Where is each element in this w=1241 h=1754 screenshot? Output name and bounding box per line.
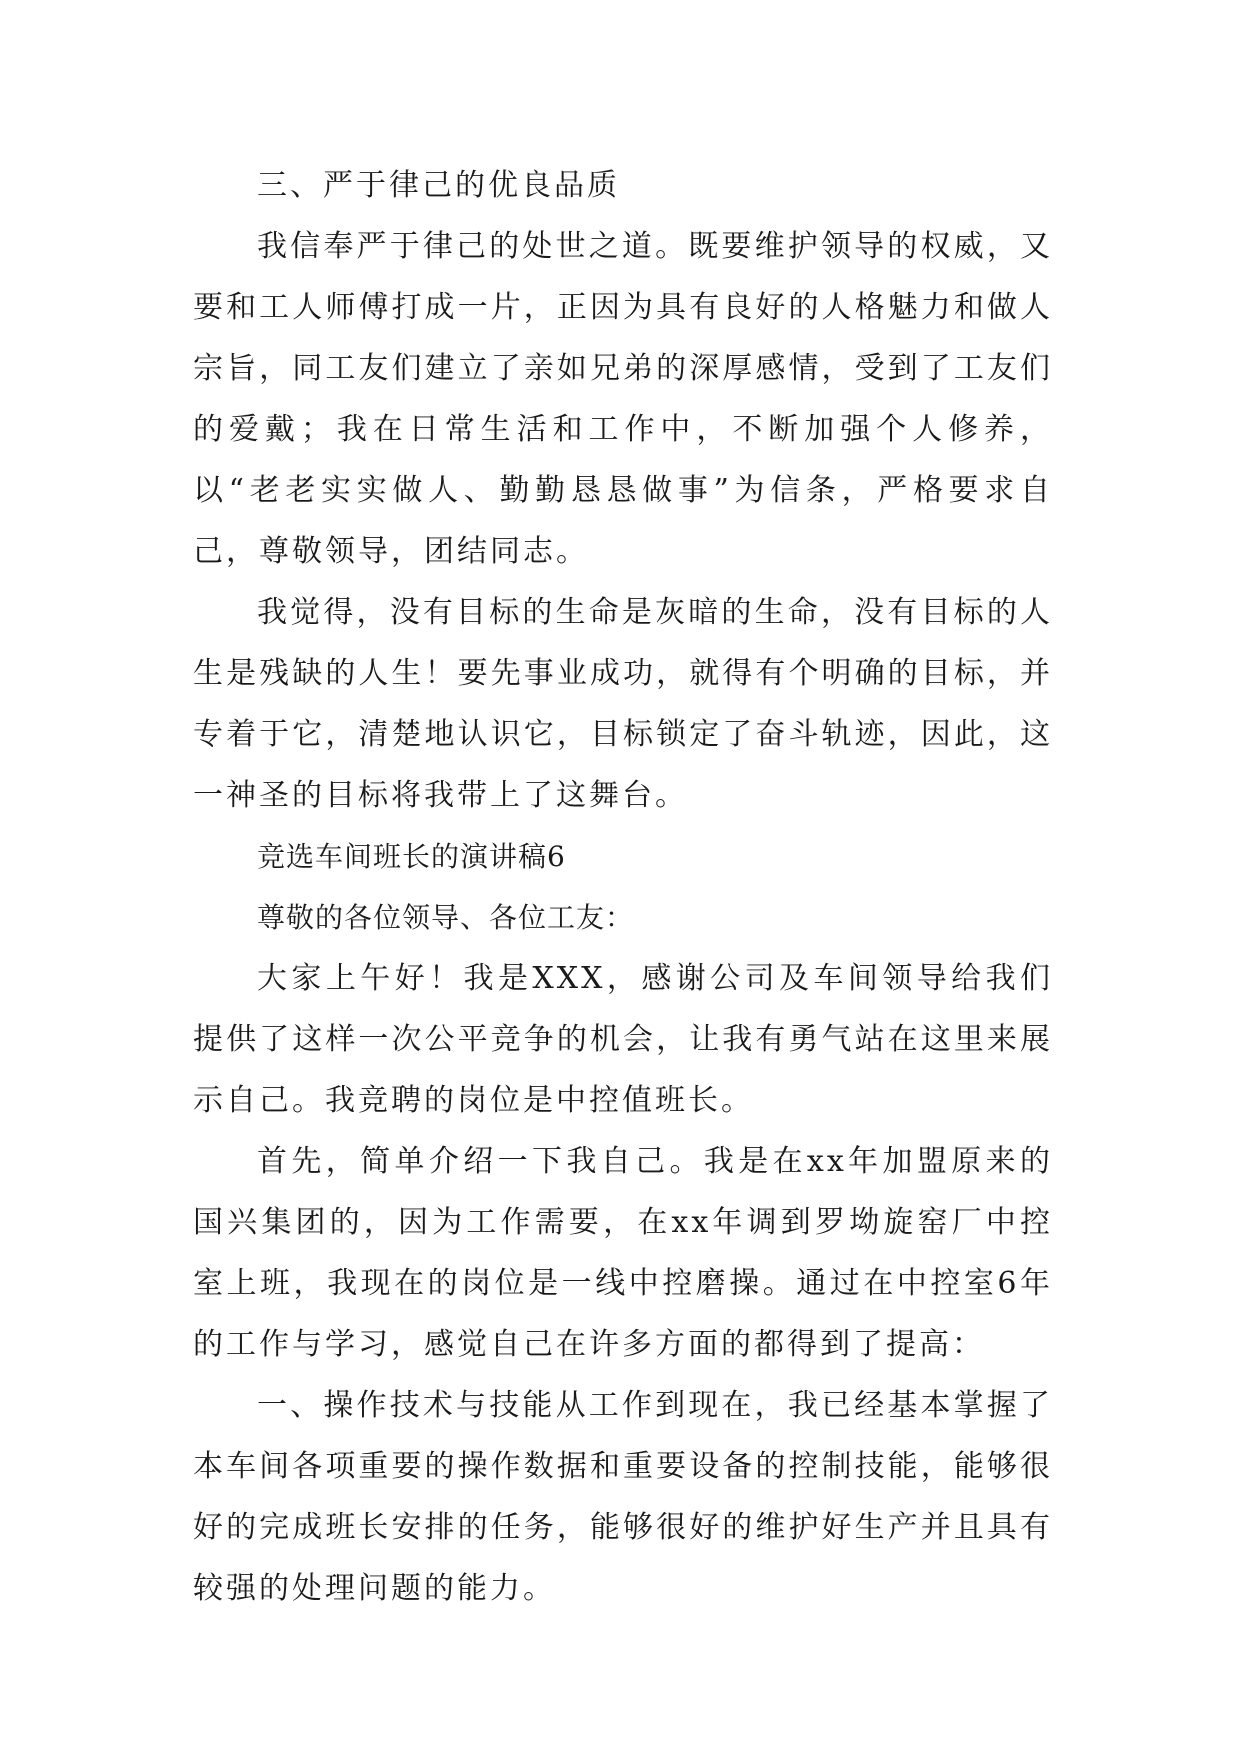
paragraph: 大家上午好！我是XXX，感谢公司及车间领导给我们提供了这样一次公平竞争的机会，让我有勇气站在这里来展示自己。我竞聘的岗位是中控值班长。 — [193, 961, 1053, 1118]
document-body — [193, 155, 1053, 1619]
salutation: 尊敬的各位领导、各位工友： — [257, 901, 635, 934]
paragraph: 首先，简单介绍一下我自己。我是在xx年加盟原来的国兴集团的，因为工作需要，在xx年调到罗坳旋窑厂中控室上班，我现在的岗位是一线中控磨操。通过在中控室6年的工作与学习，感觉自己在许多方面的都得到了提高： — [193, 1144, 1053, 1362]
paragraph: 一、操作技术与技能从工作到现在，我已经基本掌握了本车间各项重要的操作数据和重要设备的控制技能，能够很好的完成班长安排的任务，能够很好的维护好生产并且具有较强的处理问题的能力。 — [193, 1388, 1053, 1606]
paragraph: 我信奉严于律己的处世之道。既要维护领导的权威，又要和工人师傅打成一片，正因为具有良好的人格魅力和做人宗旨，同工友们建立了亲如兄弟的深厚感情，受到了工友们的爱戴；我在日常生活和工作中，不断加强个人修养，以“老老实实做人、勤勤恳恳做事”为信条，严格要求自己，尊敬领导，团结同志。 — [193, 229, 1053, 569]
section-heading: 三、严于律己的优良品质 — [257, 168, 620, 203]
paragraph: 我觉得，没有目标的生命是灰暗的生命，没有目标的人生是残缺的人生！要先事业成功，就得有个明确的目标，并专着于它，清楚地认识它，目标锁定了奋斗轨迹，因此，这一神圣的目标将我带上了这舞台。 — [193, 595, 1053, 813]
speech-title: 竞选车间班长的演讲稿6 — [257, 840, 566, 873]
